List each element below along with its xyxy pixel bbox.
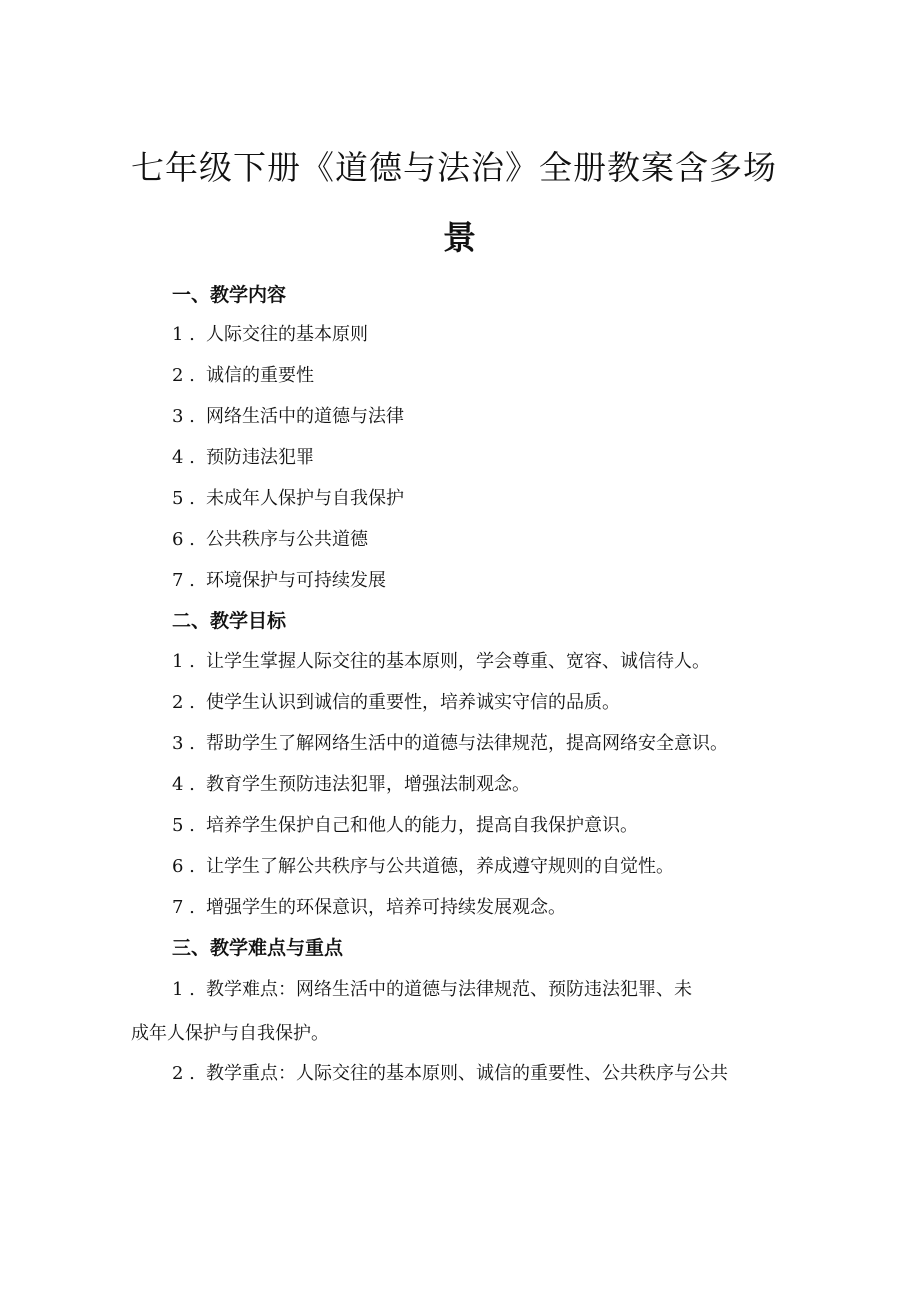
list-item-number: 7 . <box>172 897 195 918</box>
list-item-number: 6 . <box>172 529 195 550</box>
list-item-text: 让学生了解公共秩序与公共道德，养成遵守规则的自觉性。 <box>206 856 674 877</box>
list-item-text: 人际交往的基本原则 <box>206 324 368 345</box>
list-item-number: 6 . <box>172 856 195 877</box>
list-item <box>172 402 404 428</box>
list-item <box>172 811 638 837</box>
list-item-number: 1 . <box>172 979 195 1000</box>
document-title-line-1: 七年级下册《道德与法治》全册教案含多场 <box>131 148 777 187</box>
list-item <box>172 893 566 919</box>
list-item-number: 3 . <box>172 406 195 427</box>
list-item-number: 4 . <box>172 774 195 795</box>
list-item <box>172 1059 728 1085</box>
list-item <box>172 729 728 755</box>
document-title-line-2: 景 <box>443 218 477 257</box>
list-item <box>172 852 674 878</box>
list-item-text: 教学难点：网络生活中的道德与法律规范、预防违法犯罪、未 <box>206 979 692 1000</box>
section-heading-teaching-goals: 二、教学目标 <box>172 610 287 632</box>
list-item-text: 教育学生预防违法犯罪，增强法制观念。 <box>206 774 530 795</box>
list-item-number: 1 . <box>172 324 195 345</box>
list-item-text: 培养学生保护自己和他人的能力，提高自我保护意识。 <box>206 815 638 836</box>
list-item-text: 让学生掌握人际交往的基本原则，学会尊重、宽容、诚信待人。 <box>206 651 710 672</box>
list-item-number: 1 . <box>172 651 195 672</box>
list-item <box>172 688 620 714</box>
section-heading-teaching-content: 一、教学内容 <box>172 284 287 306</box>
list-item <box>172 566 386 592</box>
list-item-text: 预防违法犯罪 <box>206 447 314 468</box>
list-item <box>172 484 404 510</box>
list-item-text: 教学重点：人际交往的基本原则、诚信的重要性、公共秩序与公共 <box>206 1063 728 1084</box>
list-item <box>172 443 314 469</box>
list-item-number: 2 . <box>172 692 195 713</box>
list-item-number: 7 . <box>172 570 195 591</box>
section-heading-difficulties-and-key-points: 三、教学难点与重点 <box>172 937 344 959</box>
list-item <box>172 770 530 796</box>
list-item-text: 诚信的重要性 <box>206 365 314 386</box>
list-item-number: 4 . <box>172 447 195 468</box>
list-item <box>172 647 710 673</box>
list-item-number: 2 . <box>172 1063 195 1084</box>
list-item <box>172 320 368 346</box>
list-item-text: 增强学生的环保意识，培养可持续发展观念。 <box>206 897 566 918</box>
list-item-continuation: 成年人保护与自我保护。 <box>131 1023 329 1044</box>
list-item-number: 3 . <box>172 733 195 754</box>
list-item-number: 2 . <box>172 365 195 386</box>
list-item-text: 环境保护与可持续发展 <box>206 570 386 591</box>
list-item-text: 使学生认识到诚信的重要性，培养诚实守信的品质。 <box>206 692 620 713</box>
list-item-text: 公共秩序与公共道德 <box>206 529 368 550</box>
list-item <box>172 361 314 387</box>
list-item-text: 网络生活中的道德与法律 <box>206 406 404 427</box>
list-item-number: 5 . <box>172 815 195 836</box>
list-item-text: 未成年人保护与自我保护 <box>206 488 404 509</box>
list-item-text: 帮助学生了解网络生活中的道德与法律规范，提高网络安全意识。 <box>206 733 728 754</box>
list-item <box>172 525 368 551</box>
list-item <box>172 975 692 1001</box>
list-item-number: 5 . <box>172 488 195 509</box>
